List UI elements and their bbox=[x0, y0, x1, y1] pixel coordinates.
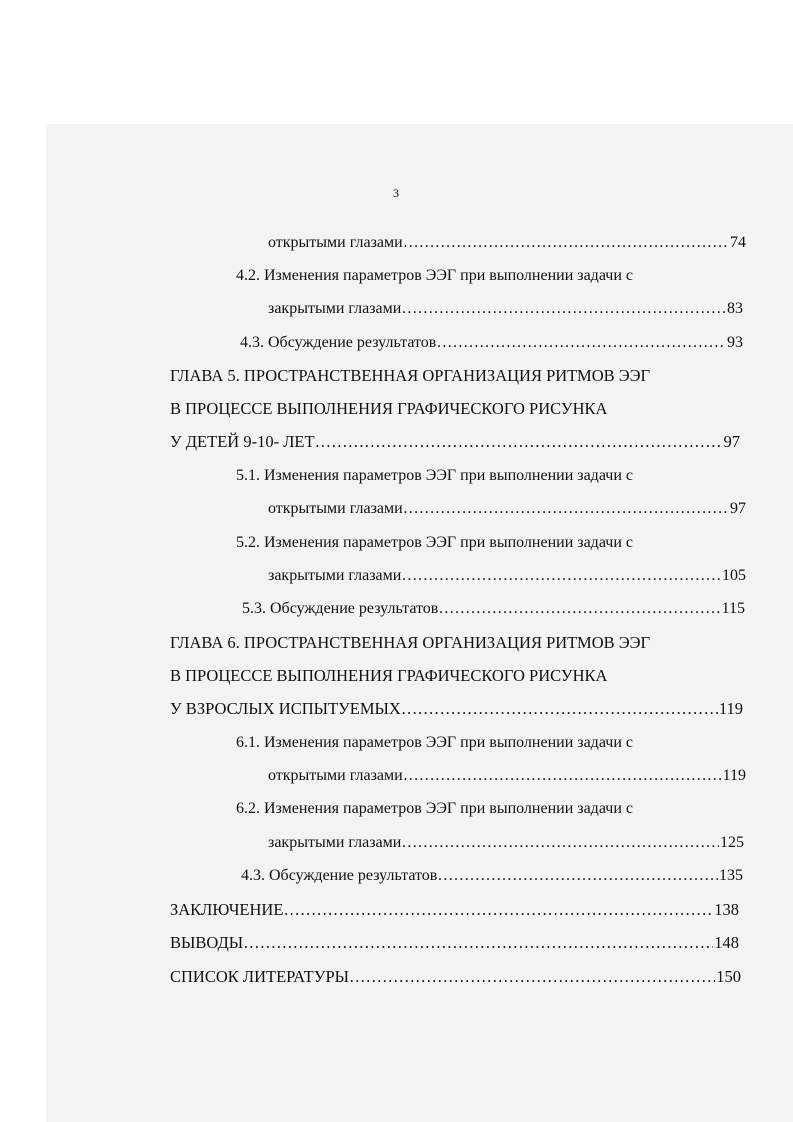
toc-entry-text: У ДЕТЕЙ 9-10- ЛЕТ bbox=[170, 432, 315, 451]
toc-page-number: 135 bbox=[719, 867, 743, 884]
toc-entry-conclusion[interactable] bbox=[170, 899, 739, 921]
toc-page-number: 105 bbox=[722, 567, 746, 584]
toc-page-number: 97 bbox=[723, 432, 740, 451]
page-number: 3 bbox=[393, 186, 399, 200]
dot-leader bbox=[315, 431, 723, 453]
toc-entry-4-1-cont[interactable] bbox=[268, 232, 746, 254]
toc-entry-text: ВЫВОДЫ bbox=[170, 933, 244, 952]
toc-entry-text: 4.3. Обсуждение результатов bbox=[241, 867, 438, 884]
toc-entry-text: 5.1. Изменения параметров ЭЭГ при выполнении задачи с bbox=[236, 467, 633, 484]
dot-leader bbox=[436, 332, 726, 354]
toc-entry-text: СПИСОК ЛИТЕРАТУРЫ bbox=[170, 967, 350, 986]
toc-entry-6-2[interactable] bbox=[236, 798, 716, 820]
toc-entry-text: открытыми глазами bbox=[268, 500, 403, 517]
toc-entry-text: 4.2. Изменения параметров ЭЭГ при выполнении задачи с bbox=[236, 267, 633, 284]
toc-page-number: 148 bbox=[714, 933, 739, 952]
dot-leader bbox=[283, 899, 713, 921]
dot-leader bbox=[401, 298, 726, 320]
toc-entry-5-2[interactable] bbox=[236, 532, 716, 554]
toc-entry-findings[interactable] bbox=[170, 932, 739, 954]
toc-entry-text: открытыми глазами bbox=[268, 234, 403, 251]
toc-entry-text: 6.2. Изменения параметров ЭЭГ при выполнении задачи с bbox=[236, 800, 633, 817]
toc-chapter-5-title-line-3[interactable] bbox=[170, 431, 740, 453]
toc-page-number: 150 bbox=[716, 967, 741, 986]
toc-entry-text: закрытыми глазами bbox=[268, 300, 402, 317]
toc-chapter-5-title-line-2[interactable] bbox=[170, 398, 730, 420]
toc-chapter-6-title-line-2[interactable] bbox=[170, 665, 730, 687]
toc-entry-text: У ВЗРОСЛЫХ ИСПЫТУЕМЫХ bbox=[170, 699, 401, 718]
toc-entry-text: закрытыми глазами bbox=[268, 834, 402, 851]
toc-entry-text: ЗАКЛЮЧЕНИЕ bbox=[170, 900, 284, 919]
dot-leader bbox=[403, 498, 729, 520]
dot-leader bbox=[349, 966, 715, 988]
toc-entry-text: 5.2. Изменения параметров ЭЭГ при выполнении задачи с bbox=[236, 534, 633, 551]
toc-entry-text: В ПРОЦЕССЕ ВЫПОЛНЕНИЯ ГРАФИЧЕСКОГО РИСУНКА bbox=[170, 666, 608, 685]
toc-page-number: 115 bbox=[721, 600, 745, 617]
dot-leader bbox=[401, 565, 721, 587]
toc-entry-text: 6.1. Изменения параметров ЭЭГ при выполнении задачи с bbox=[236, 734, 633, 751]
toc-entry-text: ГЛАВА 5. ПРОСТРАНСТВЕННАЯ ОРГАНИЗАЦИЯ РИТМОВ ЭЭГ bbox=[170, 366, 651, 385]
toc-chapter-6-title-line-1[interactable] bbox=[170, 632, 730, 654]
toc-entry-4-2-cont[interactable] bbox=[268, 298, 743, 320]
toc-entry-5-3[interactable] bbox=[242, 598, 745, 620]
dot-leader bbox=[438, 598, 720, 620]
toc-page-number: 138 bbox=[714, 900, 739, 919]
toc-chapter-6-title-line-3[interactable] bbox=[170, 698, 743, 720]
toc-entry-4-3[interactable] bbox=[240, 332, 743, 354]
toc-page-number: 119 bbox=[718, 699, 743, 718]
toc-page-number: 83 bbox=[727, 300, 743, 317]
toc-entry-5-1[interactable] bbox=[236, 465, 716, 487]
dot-leader bbox=[403, 765, 722, 787]
toc-page-number: 125 bbox=[720, 834, 744, 851]
toc-chapter-5-title-line-1[interactable] bbox=[170, 365, 730, 387]
toc-entry-6-1[interactable] bbox=[236, 732, 716, 754]
dot-leader bbox=[437, 865, 718, 887]
dot-leader bbox=[403, 232, 729, 254]
toc-entry-4-2[interactable] bbox=[236, 265, 716, 287]
toc-entry-text: открытыми глазами bbox=[268, 767, 403, 784]
toc-page-number: 74 bbox=[730, 234, 746, 251]
toc-entry-text: В ПРОЦЕССЕ ВЫПОЛНЕНИЯ ГРАФИЧЕСКОГО РИСУНКА bbox=[170, 399, 608, 418]
toc-entry-text: ГЛАВА 6. ПРОСТРАНСТВЕННАЯ ОРГАНИЗАЦИЯ РИТМОВ ЭЭГ bbox=[170, 633, 651, 652]
dot-leader bbox=[243, 932, 713, 954]
dot-leader bbox=[401, 698, 718, 720]
toc-page-number: 97 bbox=[730, 500, 746, 517]
toc-page-number: 119 bbox=[722, 767, 746, 784]
toc-entry-text: 4.3. Обсуждение результатов bbox=[240, 334, 437, 351]
toc-page-number: 93 bbox=[727, 334, 743, 351]
toc-entry-6-2-cont[interactable] bbox=[268, 832, 744, 854]
toc-entry-6-1-cont[interactable] bbox=[268, 765, 746, 787]
toc-entry-text: закрытыми глазами bbox=[268, 567, 402, 584]
toc-entry-text: 5.3. Обсуждение результатов bbox=[242, 600, 439, 617]
toc-entry-6-3[interactable] bbox=[241, 865, 743, 887]
dot-leader bbox=[401, 832, 719, 854]
toc-entry-5-2-cont[interactable] bbox=[268, 565, 746, 587]
toc-entry-5-1-cont[interactable] bbox=[268, 498, 746, 520]
toc-entry-references[interactable] bbox=[170, 966, 741, 988]
